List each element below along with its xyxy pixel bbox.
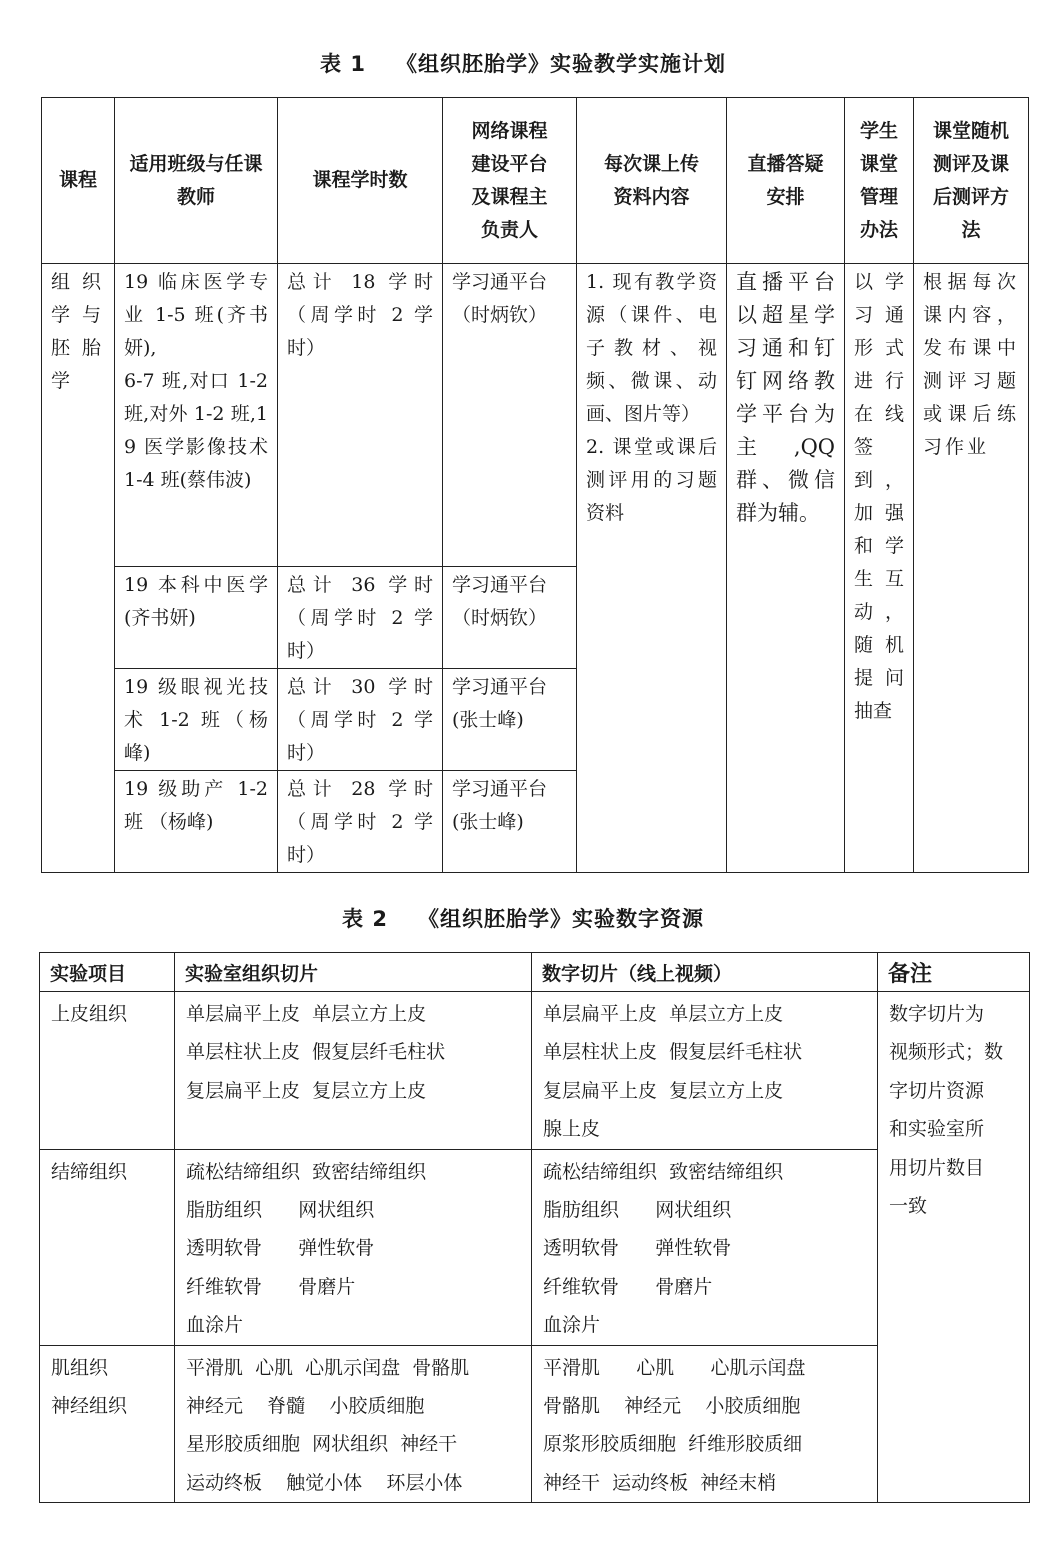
classes-cell: 19 级眼视光技术 1-2 班（杨峰) xyxy=(115,669,278,771)
digital-slides-cell: 平滑肌 心肌 心肌示闰盘 骨骼肌 神经元 小胶质细胞 原浆形胶质细胞 纤维形胶质细 神经干 运动终板 神经末梢 xyxy=(532,1345,878,1503)
digital-resources-table xyxy=(39,952,1030,1503)
platform-cell: 学习通平台 (张士峰) xyxy=(443,669,577,771)
header-assessment: 课堂随机测评及课后测评方法 xyxy=(914,98,1029,264)
header-live-qa: 直播答疑安排 xyxy=(727,98,845,264)
header-classes-teachers: 适用班级与任课教师 xyxy=(115,98,278,264)
live-qa-cell: 直播平台以超星学习通和钉钉网络教学平台为主,QQ 群、微信群为辅。 xyxy=(727,264,845,873)
table1-caption-title: 《组织胚胎学》实验教学实施计划 xyxy=(395,52,726,76)
course-cell: 组织学与胚胎学 xyxy=(42,264,115,873)
platform-cell: 学习通平台 （时炳钦） xyxy=(443,264,577,567)
table2-caption-number: 表 2 xyxy=(342,907,388,931)
hours-cell: 总计 28 学时（周学时 2 学时） xyxy=(278,771,443,873)
header-management: 学生课堂管理办法 xyxy=(845,98,914,264)
header-remarks: 备注 xyxy=(878,953,1030,992)
table2-caption-title: 《组织胚胎学》实验数字资源 xyxy=(417,907,704,931)
platform-cell: 学习通平台 （时炳钦） xyxy=(443,567,577,669)
remarks-cell: 数字切片为 视频形式；数 字切片资源 和实验室所 用切片数目 一致 xyxy=(878,992,1030,1503)
header-course: 课程 xyxy=(42,98,115,264)
experiment-item-cell: 结缔组织 xyxy=(40,1149,175,1345)
table2-caption xyxy=(0,903,1046,933)
table-row xyxy=(42,264,1029,567)
header-materials: 每次课上传资料内容 xyxy=(577,98,727,264)
digital-slides-cell: 单层扁平上皮 单层立方上皮 单层柱状上皮 假复层纤毛柱状 复层扁平上皮 复层立方上皮 腺上皮 xyxy=(532,992,878,1150)
table-header-row xyxy=(40,953,1030,992)
header-hours: 课程学时数 xyxy=(278,98,443,264)
header-digital-slides: 数字切片（线上视频） xyxy=(532,953,878,992)
experiment-item-cell: 肌组织 神经组织 xyxy=(40,1345,175,1503)
header-lab-slides: 实验室组织切片 xyxy=(175,953,532,992)
header-experiment-item: 实验项目 xyxy=(40,953,175,992)
classes-cell: 19 本科中医学(齐书妍) xyxy=(115,567,278,669)
lab-slides-cell: 单层扁平上皮 单层立方上皮 单层柱状上皮 假复层纤毛柱状 复层扁平上皮 复层立方上皮 xyxy=(175,992,532,1150)
table1-caption-number: 表 1 xyxy=(320,52,366,76)
lab-slides-cell: 平滑肌 心肌 心肌示闰盘 骨骼肌 神经元 脊髓 小胶质细胞 星形胶质细胞 网状组织 神经干 运动终板 触觉小体 环层小体 xyxy=(175,1345,532,1503)
lab-slides-cell: 疏松结缔组织 致密结缔组织 脂肪组织 网状组织 透明软骨 弹性软骨 纤维软骨 骨磨片 血涂片 xyxy=(175,1149,532,1345)
experiment-item-cell: 上皮组织 xyxy=(40,992,175,1150)
table-row xyxy=(40,992,1030,1150)
hours-cell: 总计 36 学时（周学时 2 学时） xyxy=(278,567,443,669)
management-cell: 以学习通形式进行在线签到，加强和学生互动，随机提问抽查 xyxy=(845,264,914,873)
assessment-cell: 根据每次课内容，发布课中测评习题或课后练习作业 xyxy=(914,264,1029,873)
classes-cell: 19 临床医学专业 1-5 班(齐书妍), 6-7 班,对口 1-2 班,对外 1-2 班,19 医学影像技术 1-4 班(蔡伟波) xyxy=(115,264,278,567)
digital-slides-cell: 疏松结缔组织 致密结缔组织 脂肪组织 网状组织 透明软骨 弹性软骨 纤维软骨 骨磨片 血涂片 xyxy=(532,1149,878,1345)
hours-cell: 总计 18 学时（周学时 2 学时） xyxy=(278,264,443,567)
materials-cell: 1. 现有教学资源（课件、电子教材、视频、微课、动画、图片等） 2. 课堂或课后测评用的习题资料 xyxy=(577,264,727,873)
platform-cell: 学习通平台 (张士峰) xyxy=(443,771,577,873)
classes-cell: 19 级助产 1-2 班 （杨峰) xyxy=(115,771,278,873)
teaching-plan-table xyxy=(41,97,1029,873)
header-platform: 网络课程建设平台及课程主负责人 xyxy=(443,98,577,264)
table-header-row xyxy=(42,98,1029,264)
table1-caption xyxy=(0,48,1046,78)
hours-cell: 总计 30 学时（周学时 2 学时） xyxy=(278,669,443,771)
